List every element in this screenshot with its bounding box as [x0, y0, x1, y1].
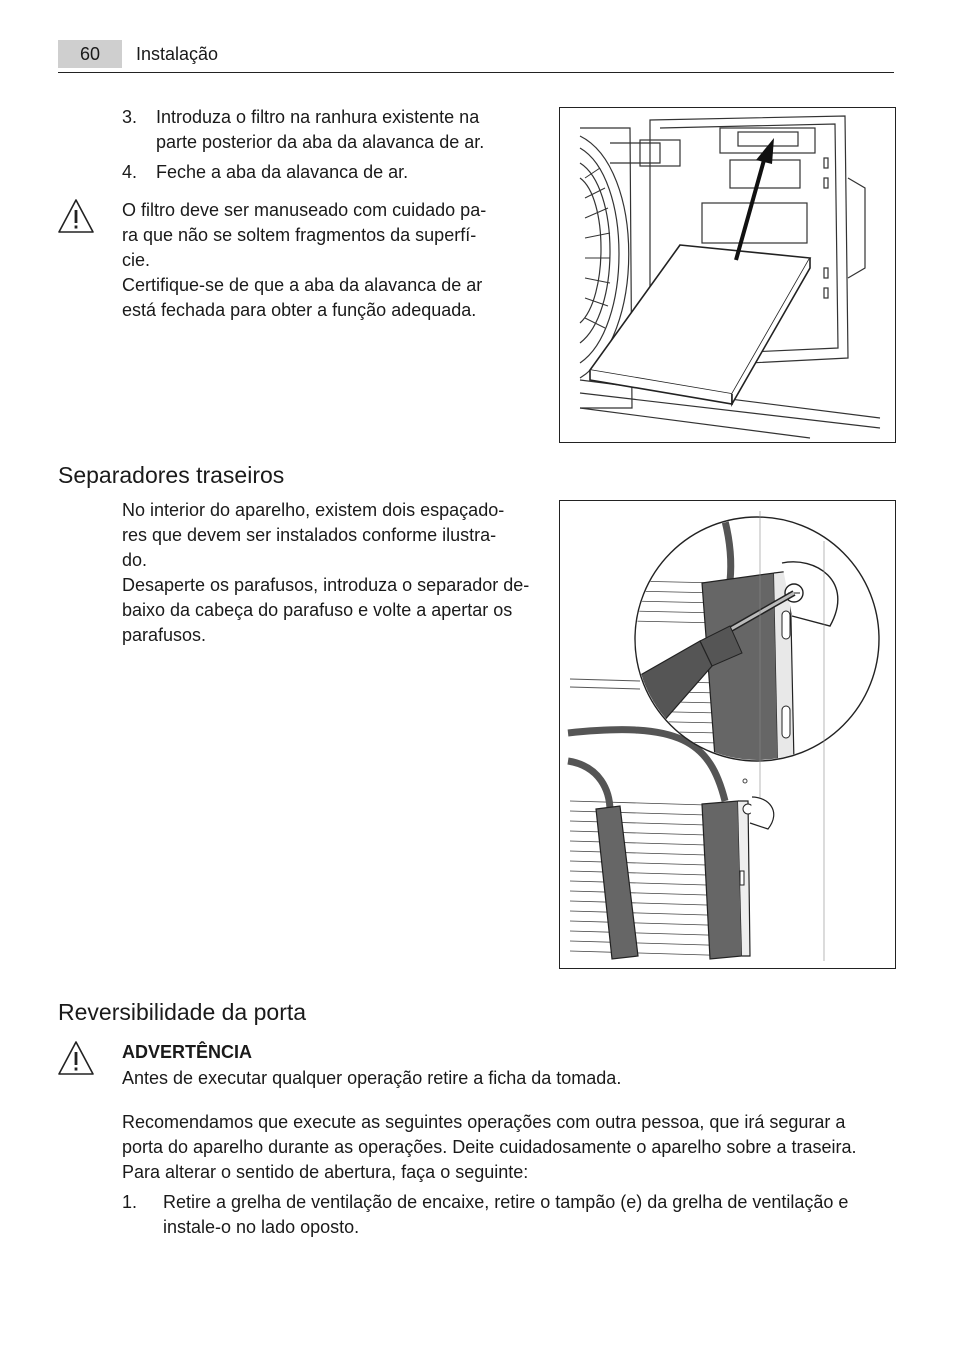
step-text-line: instale-o no lado oposto. — [163, 1217, 360, 1237]
caution-line: O filtro deve ser manuseado com cuidado pa- — [122, 200, 487, 220]
step-number: 1. — [122, 1192, 138, 1212]
rear-spacer-illustration — [559, 500, 896, 969]
step-text-line: Retire a grelha de ventilação de encaixe, retire o tampão (e) da grelha de ventilação e — [163, 1192, 849, 1212]
warning-triangle-icon — [57, 198, 95, 234]
paragraph-line: res que devem ser instalados conforme ilustra- — [122, 525, 497, 545]
paragraph-line: No interior do aparelho, existem dois espaçado- — [122, 500, 505, 520]
warning-text: Antes de executar qualquer operação retire a ficha da tomada. — [122, 1068, 622, 1088]
page-number: 60 — [58, 40, 122, 68]
header-section-title: Instalação — [136, 44, 219, 64]
section-heading-door-reversal: Reversibilidade da porta — [58, 999, 307, 1025]
paragraph-line: parafusos. — [122, 625, 207, 645]
caution-line: ra que não se soltem fragmentos da superfí- — [122, 225, 477, 245]
section-heading-rear-spacers: Separadores traseiros — [58, 462, 285, 488]
step-text-line: Introduza o filtro na ranhura existente na — [156, 107, 480, 127]
step-number: 4. — [122, 162, 138, 182]
paragraph-line: do. — [122, 550, 148, 570]
caution-line: cie. — [122, 250, 151, 270]
filter-insertion-illustration — [559, 107, 896, 443]
step-text-line: parte posterior da aba da alavanca de ar. — [156, 132, 485, 152]
caution-line: está fechada para obter a função adequada. — [122, 300, 477, 320]
intro-line: Recomendamos que execute as seguintes operações com outra pessoa, que irá segurar a — [122, 1112, 846, 1132]
step-text-line: Feche a aba da alavanca de ar. — [156, 162, 409, 182]
paragraph-line: Desaperte os parafusos, introduza o separador de- — [122, 575, 530, 595]
paragraph-line: baixo da cabeça do parafuso e volte a apertar os — [122, 600, 513, 620]
warning-triangle-icon — [57, 1040, 95, 1076]
page-header — [58, 38, 894, 73]
warning-title: ADVERTÊNCIA — [122, 1042, 253, 1062]
caution-line: Certifique-se de que a aba da alavanca de ar — [122, 275, 483, 295]
step-number: 3. — [122, 107, 138, 127]
intro-line: porta do aparelho durante as operações. Deite cuidadosamente o aparelho sobre a traseira. — [122, 1137, 857, 1157]
intro-line: Para alterar o sentido de abertura, faça o seguinte: — [122, 1162, 529, 1182]
